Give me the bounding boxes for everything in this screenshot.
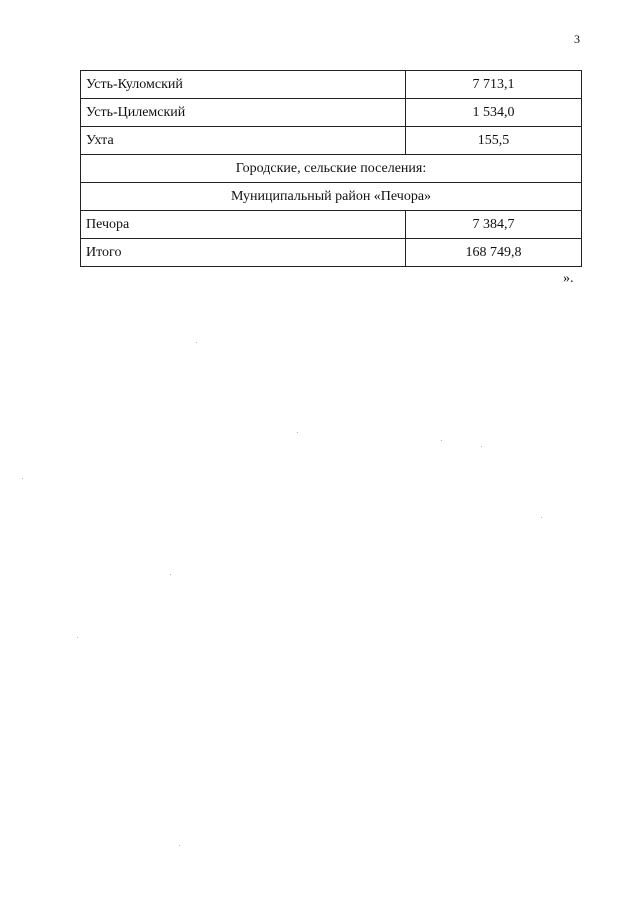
table-cell-name: Усть-Куломский <box>81 71 406 99</box>
table-cell-name: Ухта <box>81 127 406 155</box>
table-cell-name: Печора <box>81 211 406 239</box>
closing-quote-mark: ». <box>563 271 574 286</box>
table-row <box>81 71 582 99</box>
table-section-row <box>81 155 582 183</box>
table-row <box>81 99 582 127</box>
allocation-table <box>80 70 582 267</box>
scan-speck <box>22 478 23 479</box>
scan-speck <box>541 517 542 518</box>
table-cell-value: 155,5 <box>406 127 582 155</box>
table-cell-value: 7 713,1 <box>406 71 582 99</box>
table-section-heading: Городские, сельские поселения: <box>81 155 582 183</box>
table-cell-value: 7 384,7 <box>406 211 582 239</box>
page-number: 3 <box>574 32 580 46</box>
scan-speck <box>179 845 180 846</box>
table-cell-total-value: 168 749,8 <box>406 239 582 267</box>
table-section-row <box>81 183 582 211</box>
table-row <box>81 127 582 155</box>
scan-speck <box>170 574 171 575</box>
table-cell-value: 1 534,0 <box>406 99 582 127</box>
scan-speck <box>481 446 482 447</box>
table-row <box>81 211 582 239</box>
table-total-row <box>81 239 582 267</box>
scan-speck <box>77 637 78 638</box>
scan-speck <box>196 342 197 343</box>
table-section-heading: Муниципальный район «Печора» <box>81 183 582 211</box>
table-cell-name: Усть-Цилемский <box>81 99 406 127</box>
scan-speck <box>297 432 298 433</box>
table-cell-total-label: Итого <box>81 239 406 267</box>
scan-speck <box>441 440 442 441</box>
